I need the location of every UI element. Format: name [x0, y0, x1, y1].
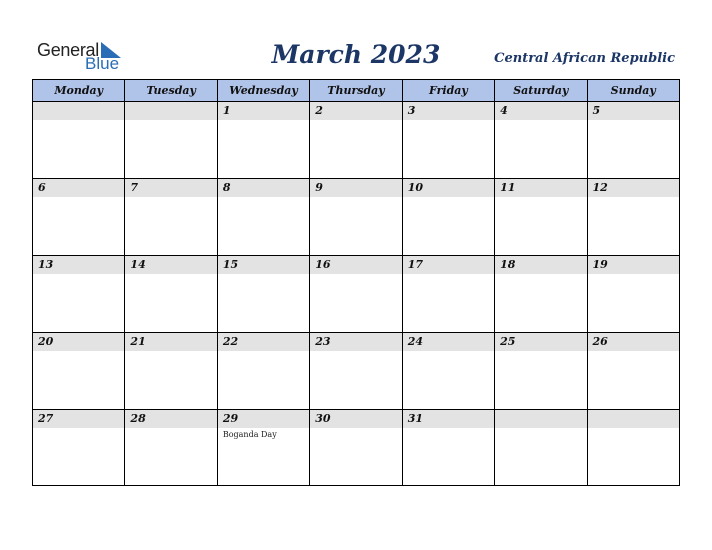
day-header-band — [310, 102, 401, 120]
day-number: 29 — [222, 412, 239, 425]
day-cell[interactable] — [218, 333, 310, 409]
day-number: 20 — [38, 335, 54, 348]
day-number: 27 — [38, 412, 54, 425]
day-cell[interactable] — [33, 102, 125, 178]
day-header-band — [125, 102, 216, 120]
day-number: 6 — [38, 181, 46, 194]
weekday-sunday: Sunday — [610, 84, 656, 97]
week-row — [33, 102, 679, 179]
day-cell[interactable] — [495, 102, 587, 178]
day-cell[interactable] — [125, 256, 217, 332]
weekday-header-row — [33, 80, 679, 102]
day-number: 31 — [407, 412, 423, 425]
day-number: 5 — [592, 104, 601, 117]
day-cell[interactable] — [310, 333, 402, 409]
day-cell[interactable] — [125, 102, 217, 178]
day-number: 8 — [222, 181, 231, 194]
day-number: 26 — [592, 335, 608, 348]
day-header-band — [495, 102, 586, 120]
weekday-tuesday: Tuesday — [125, 80, 217, 101]
day-cell[interactable] — [33, 333, 125, 409]
day-cell[interactable] — [588, 179, 679, 255]
day-number: 19 — [592, 258, 608, 271]
day-header-band — [33, 102, 124, 120]
week-row — [33, 256, 679, 333]
day-cell[interactable] — [588, 410, 679, 486]
day-header-band — [218, 179, 309, 197]
day-number: 12 — [592, 181, 608, 194]
logo-blue-text: Blue — [85, 54, 120, 73]
day-cell[interactable] — [588, 256, 679, 332]
day-cell[interactable] — [403, 102, 495, 178]
day-cell[interactable] — [403, 333, 495, 409]
day-cell[interactable] — [310, 102, 402, 178]
day-number: 17 — [407, 258, 423, 271]
day-cell[interactable] — [310, 410, 402, 486]
day-cell[interactable] — [495, 333, 587, 409]
day-cell[interactable] — [495, 410, 587, 486]
day-header-band — [588, 410, 679, 428]
day-cell[interactable] — [310, 179, 402, 255]
week-row — [33, 333, 679, 410]
day-number: 22 — [222, 335, 239, 348]
day-number: 18 — [500, 258, 516, 271]
day-number: 21 — [130, 335, 146, 348]
day-cell[interactable] — [33, 179, 125, 255]
weekday-friday: Friday — [403, 80, 495, 101]
day-number: 9 — [315, 181, 323, 194]
day-number: 23 — [315, 335, 331, 348]
day-number: 1 — [222, 104, 231, 117]
day-cell[interactable] — [403, 410, 495, 486]
day-number: 30 — [315, 412, 331, 425]
day-header-band — [588, 102, 679, 120]
day-cell[interactable] — [33, 256, 125, 332]
day-cell[interactable] — [218, 256, 310, 332]
day-cell[interactable] — [218, 179, 310, 255]
weekday-monday: Monday — [33, 80, 125, 101]
day-number: 7 — [130, 181, 139, 194]
week-row — [33, 410, 679, 486]
day-cell[interactable] — [403, 256, 495, 332]
weekday-thursday: Thursday — [310, 80, 402, 101]
day-header-band — [495, 410, 586, 428]
day-number: 25 — [500, 335, 516, 348]
day-header-band — [403, 102, 494, 120]
day-number: 11 — [500, 181, 516, 194]
day-header-band — [125, 179, 216, 197]
day-header-band — [310, 179, 401, 197]
logo-general-text: General — [37, 40, 99, 60]
day-cell[interactable] — [495, 179, 587, 255]
weekday-wednesday: Wednesday — [218, 80, 310, 101]
day-cell[interactable] — [33, 410, 125, 486]
day-cell[interactable] — [588, 102, 679, 178]
day-number: 4 — [500, 104, 508, 117]
day-cell[interactable] — [125, 179, 217, 255]
country-name: Central African Republic — [494, 51, 675, 66]
day-number: 10 — [407, 181, 423, 194]
day-header-band — [33, 179, 124, 197]
day-number: 28 — [130, 412, 146, 425]
day-cell[interactable] — [125, 410, 217, 486]
day-cell[interactable] — [125, 333, 217, 409]
day-number: 3 — [407, 104, 416, 117]
calendar-title: March 2023 — [271, 40, 441, 69]
day-cell[interactable] — [495, 256, 587, 332]
holiday-label: Boganda Day — [222, 430, 277, 439]
day-cell[interactable] — [403, 179, 495, 255]
weekday-saturday: Saturday — [495, 80, 587, 101]
week-row — [33, 179, 679, 256]
day-number: 13 — [38, 258, 54, 271]
day-number: 2 — [315, 104, 323, 117]
day-cell[interactable] — [588, 333, 679, 409]
day-number: 14 — [130, 258, 146, 271]
day-number: 24 — [407, 335, 423, 348]
day-cell[interactable] — [218, 410, 310, 486]
day-cell[interactable] — [310, 256, 402, 332]
day-number: 16 — [315, 258, 331, 271]
day-cell[interactable] — [218, 102, 310, 178]
calendar-grid — [32, 79, 680, 486]
day-number: 15 — [222, 258, 239, 271]
day-header-band — [218, 102, 309, 120]
generalblue-logo — [37, 40, 137, 74]
